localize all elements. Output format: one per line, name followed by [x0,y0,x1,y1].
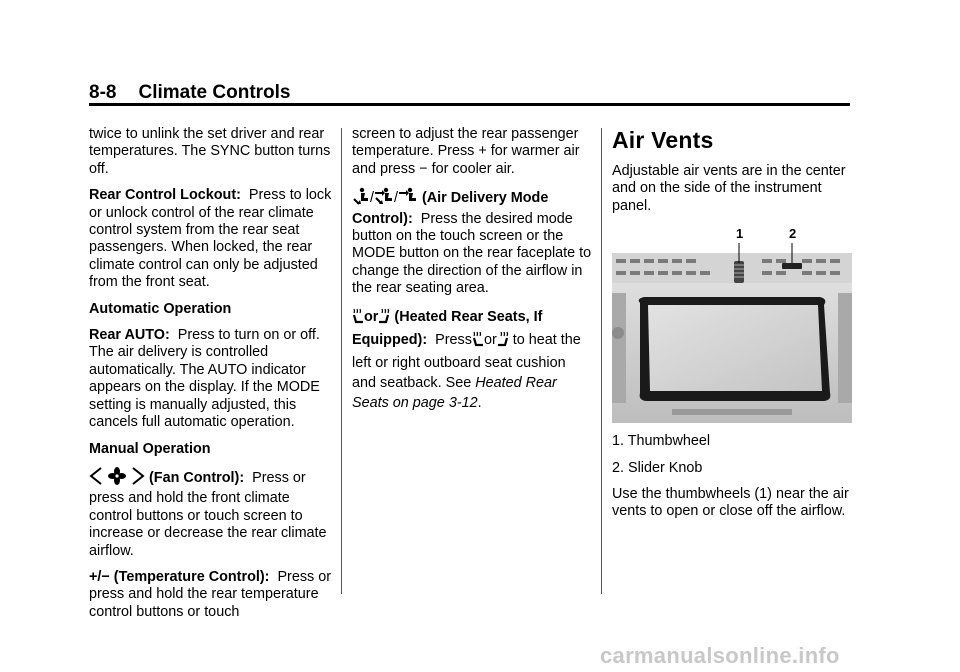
paragraph: Use the thumbwheels (1) near the air vents to open or close off the airflow. [612,486,849,520]
page-number: 8-8 [89,82,117,103]
heated-seat-right-icon [497,331,509,353]
air-mode-floor-icon [352,187,370,210]
term-label: (Heated Rear Seats, If Equipped): [352,308,543,348]
or-text: or [483,331,497,348]
term-label: (Air Delivery Mode Control): [352,190,549,227]
term-label: +/− (Temperature Control): [89,568,270,585]
page-header [89,82,291,104]
cross-reference-link[interactable]: Heated Rear Seats on page 3-12 [352,374,557,411]
term-label: (Fan Control): [149,469,245,486]
separator: / [394,190,398,207]
term-text: Press or press and hold the rear temperature control buttons or touch [89,568,332,620]
punctuation: . [477,394,482,411]
list-item: 2. Slider Knob [612,459,703,476]
column-divider-1 [341,128,342,594]
air-mode-bilevel-icon [374,187,394,210]
column-3 [612,126,852,530]
term-label: Rear Control Lockout: [89,187,241,204]
paragraph [352,307,592,413]
heated-seat-left-icon [352,308,364,330]
header-rule [89,103,850,106]
air-vents-figure [612,226,852,423]
paragraph [352,187,592,297]
paragraph [89,187,334,291]
subheading: Automatic Operation [89,300,232,317]
list-item: 1. Thumbwheel [612,433,711,450]
term-text: Press to lock or unlock control of the rear climate control system from the rear seat passengers. When locked, the rear climate control can only be adjusted from the front seat. [89,187,332,291]
term-text: to heat the left or right outboard seat cushion and seatback. See [352,331,581,391]
paragraph [89,327,334,431]
heated-seat-left-icon [472,331,484,353]
watermark: carmanualsonline.info [600,643,840,668]
paragraph: screen to adjust the rear passenger temperature. Press + for warmer air and press − for cooler air. [352,126,580,177]
term-label: Rear AUTO: [89,327,170,344]
column-2 [352,126,592,422]
air-mode-face-icon [398,187,418,210]
separator: / [370,190,374,207]
paragraph [89,467,334,560]
column-divider-2 [601,128,602,594]
or-text: or [364,308,379,325]
term-text: Press [435,331,472,348]
column-1 [89,126,334,630]
fan-control-icon [89,467,145,490]
section-title: Climate Controls [138,82,291,103]
term-text: Press the desired mode button on the touch screen or the MODE button on the rear faceplate to change the direction of the airflow in the rear seating area. [352,210,592,297]
dashboard-illustration [612,233,852,423]
heated-seat-right-icon [378,308,390,330]
subheading: Manual Operation [89,440,211,457]
paragraph: twice to unlink the set driver and rear temperatures. The SYNC button turns off. [89,126,331,177]
term-text: Press to turn on or off. The air delivery is controlled automatically. The AUTO indicator appears on the display. If the MODE setting is manually adjusted, this cancels full automatic operation. [89,327,320,431]
callout-1: 1 [736,226,744,242]
paragraph: Adjustable air vents are in the center and on the side of the instrument panel. [612,163,846,214]
section-heading: Air Vents [612,127,714,153]
callout-2: 2 [789,226,797,242]
term-text: Press or press and hold the front climate control buttons or touch screen to increase or decrease the rear climate airflow. [89,469,327,559]
paragraph [89,569,334,621]
